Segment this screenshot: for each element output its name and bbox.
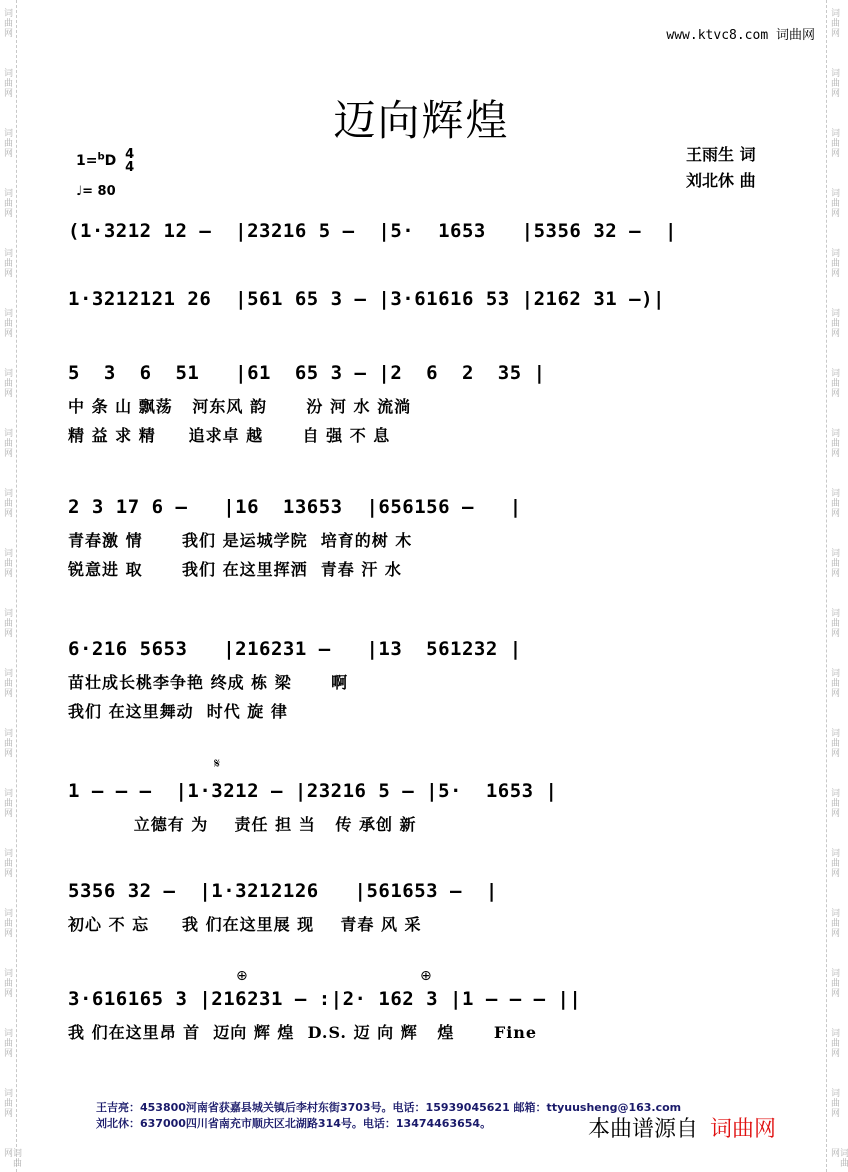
coda-icon: ⊕	[236, 968, 248, 984]
watermark-text: 词曲网	[829, 1028, 839, 1058]
notation-line: 3·616165 3 |216231 – :|2· 162 3 |1 – – – ||	[68, 988, 582, 1010]
watermark-text: 词曲网	[829, 548, 839, 578]
contact-line: 王吉亮：453800河南省获嘉县城关镇后李村东街3703号。电话：15939045621 邮箱：ttyuusheng@163.com	[96, 1101, 682, 1114]
watermark-text: 词曲网	[2, 128, 12, 158]
contact-line: 刘北休：637000四川省南充市顺庆区北湖路314号。电话：13474463654。	[96, 1117, 492, 1130]
watermark-text: 词曲网	[2, 908, 12, 938]
lyric-line-1: 中 条 山 飘荡 河东风 韵 汾 河 水 流淌	[68, 397, 412, 416]
score-row	[68, 288, 778, 318]
lyric-line-2: 精 益 求 精 追求卓 越 自 强 不 息	[68, 426, 391, 445]
notation-line: 2 3 17 6 – |16 13653 |656156 – |	[68, 496, 522, 518]
notation-line: 1 – – – |1·3212 – |23216 5 – |5· 1653 |	[68, 780, 558, 802]
watermark-text: 词曲网	[829, 668, 839, 698]
watermark-text: 词曲网	[2, 1088, 12, 1118]
score-row	[68, 638, 778, 726]
watermark-text: 词曲网	[829, 908, 839, 938]
site-header[interactable]	[666, 24, 815, 43]
watermark-text: 词曲网	[829, 788, 839, 818]
watermark-text: 词曲网	[829, 848, 839, 878]
source-credit[interactable]	[588, 1112, 776, 1143]
composer-credit: 刘北休 曲	[686, 171, 756, 190]
watermark-text: 词曲网	[2, 368, 12, 398]
watermark-text: 词曲网	[829, 188, 839, 218]
credits	[686, 142, 756, 194]
watermark-text: 词曲网	[829, 248, 839, 278]
watermark-text: 词曲网	[2, 968, 12, 998]
site-url[interactable]: www.ktvc8.com	[666, 28, 769, 43]
notation-line: 1·3212121 26 |561 65 3 – |3·61616 53 |2162 31 –)|	[68, 288, 665, 310]
score-row	[68, 496, 778, 584]
lyric-line-1: 初心 不 忘 我 们在这里展 现 青春 风 采	[68, 915, 422, 934]
site-name[interactable]: 词曲网	[775, 28, 815, 43]
watermark-text: 词曲网	[829, 1088, 839, 1118]
source-label: 本曲谱源自	[588, 1117, 699, 1142]
watermark-text: 词曲网	[829, 428, 839, 458]
score-row	[68, 880, 778, 939]
lyric-line-2: 锐意进 取 我们 在这里挥洒 青春 汗 水	[68, 560, 402, 579]
tempo-marking: ♩= 80	[76, 184, 116, 199]
notation-line: 5356 32 – |1·3212126 |561653 – |	[68, 880, 498, 902]
watermark-text: 词曲网	[2, 8, 12, 38]
score-row	[68, 780, 778, 839]
lyric-line-1: 立德有 为 责任 担 当 传 承创 新	[68, 815, 417, 834]
watermark-text: 词曲网	[829, 8, 839, 38]
lyric-line-2: 我们 在这里舞动 时代 旋 律	[68, 702, 288, 721]
watermark-text: 词曲网	[2, 488, 12, 518]
watermark-text: 词曲网	[2, 728, 12, 758]
watermark-text: 词曲网	[829, 308, 839, 338]
watermark-text: 词曲网	[829, 1148, 848, 1168]
lyric-line-1: 青春激 情 我们 是运城学院 培育的树 木	[68, 531, 413, 550]
watermark-text: 词曲网	[2, 668, 12, 698]
segno-icon: 𝄋	[214, 756, 221, 772]
watermark-text: 词曲网	[2, 1148, 21, 1168]
watermark-text: 词曲网	[829, 68, 839, 98]
watermark-text: 词曲网	[829, 608, 839, 638]
source-brand: 词曲网	[710, 1117, 777, 1142]
score-row	[68, 988, 778, 1047]
watermark-text: 词曲网	[2, 848, 12, 878]
time-signature: 4 4	[125, 147, 135, 175]
score-row	[68, 362, 778, 450]
watermark-text: 词曲网	[2, 68, 12, 98]
watermark-text: 词曲网	[829, 968, 839, 998]
watermark-text: 词曲网	[829, 488, 839, 518]
watermark-text: 词曲网	[2, 248, 12, 278]
watermark-text: 词曲网	[2, 608, 12, 638]
watermark-text: 词曲网	[2, 548, 12, 578]
watermark-text: 词曲网	[2, 308, 12, 338]
left-margin-watermark	[0, 0, 21, 1172]
lyric-line-1: 我 们在这里昂 首 迈向 辉 煌 D.S. 迈 向 辉 煌 Fine	[68, 1023, 538, 1042]
song-title: 迈向辉煌	[333, 96, 510, 145]
watermark-text: 词曲网	[829, 128, 839, 158]
notation-line: (1·3212 12 – |23216 5 – |5· 1653 |5356 32 – |	[68, 220, 677, 242]
watermark-text: 词曲网	[2, 188, 12, 218]
watermark-text: 词曲网	[829, 728, 839, 758]
watermark-text: 词曲网	[829, 368, 839, 398]
notation-line: 6·216 5653 |216231 – |13 561232 |	[68, 638, 522, 660]
score-row	[68, 220, 778, 250]
coda-icon: ⊕	[420, 968, 432, 984]
right-margin-watermark	[826, 0, 848, 1172]
notation-line: 5 3 6 51 |61 65 3 – |2 6 2 35 |	[68, 362, 546, 384]
watermark-text: 词曲网	[2, 1028, 12, 1058]
lyricist-credit: 王雨生 词	[686, 145, 756, 164]
key-signature: 1=$^b$D 4 4	[76, 147, 135, 175]
watermark-text: 词曲网	[2, 428, 12, 458]
lyric-line-1: 苗壮成长桃李争艳 终成 栋 梁 啊	[68, 673, 349, 692]
watermark-text: 词曲网	[2, 788, 12, 818]
